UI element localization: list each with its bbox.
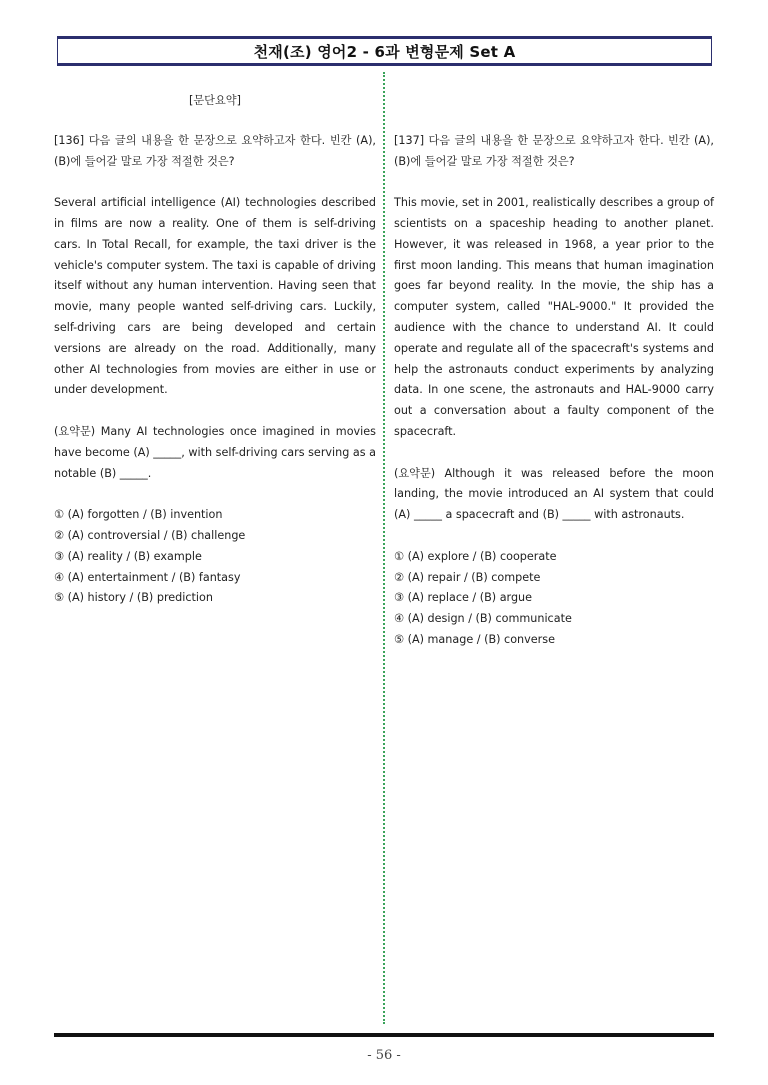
column-divider	[383, 72, 385, 1024]
choice-item[interactable]: ④ (A) design / (B) communicate	[394, 612, 572, 626]
choice-item[interactable]: ① (A) explore / (B) cooperate	[394, 549, 557, 563]
choices-137	[394, 547, 714, 651]
summary-137: (요약문) Although it was released before the moon landing, the movie introduced an AI system that could (A) _____ a spacecraft and (B) _____ with astronauts.	[394, 466, 714, 522]
choice-item[interactable]: ③ (A) replace / (B) argue	[394, 591, 533, 605]
footer-rule	[54, 1033, 714, 1037]
choice-item[interactable]: ② (A) controversial / (B) challenge	[54, 528, 246, 542]
passage-137: This movie, set in 2001, realistically describes a group of scientists on a spaceship heading to another planet. However, it was released in 1968, a year prior to the first moon landing. This means that human imagination goes far beyond reality. In the movie, the ship has a computer system, called "HAL-9000." It provided the audience with the chance to understand AI. It could operate and regulate all of the spacecraft's systems and help the astronauts conduct experiments by analyzing data. In one scene, the astronauts and HAL-9000 carry out a conversation about a faulty component of the spacecraft.	[394, 196, 714, 438]
choice-item[interactable]: ① (A) forgotten / (B) invention	[54, 508, 223, 522]
choice-item[interactable]: ④ (A) entertainment / (B) fantasy	[54, 570, 241, 584]
section-title-spacer	[394, 91, 714, 112]
choice-item[interactable]: ⑤ (A) history / (B) prediction	[54, 591, 213, 605]
section-title: [문단요약]	[189, 94, 241, 107]
question-136: [136] 다음 글의 내용을 한 문장으로 요약하고자 한다. 빈칸 (A), (B)에 들어갈 말로 가장 적절한 것은?	[54, 133, 376, 168]
right-column	[394, 72, 714, 651]
page-number: - 56 -	[367, 1048, 401, 1063]
summary-136: (요약문) Many AI technologies once imagined in movies have become (A) _____, with self-driving cars serving as a notable (B) _____.	[54, 424, 376, 480]
choice-item[interactable]: ⑤ (A) manage / (B) converse	[394, 632, 555, 646]
choice-item[interactable]: ② (A) repair / (B) compete	[394, 570, 541, 584]
passage-136: Several artificial intelligence (AI) technologies described in films are now a reality. One of them is self-driving cars. In Total Recall, for example, the taxi driver is the vehicle's computer system. The taxi is capable of driving itself without any human intervention. Having seen that movie, many people wanted self-driving cars. Luckily, self-driving cars are being developed and certain versions are already on the road. Additionally, many other AI technologies from movies are either in use or under development.	[54, 196, 376, 397]
page-title: 천재(조) 영어2 - 6과 변형문제 Set A	[253, 42, 516, 61]
left-column	[54, 72, 376, 609]
question-137: [137] 다음 글의 내용을 한 문장으로 요약하고자 한다. 빈칸 (A), (B)에 들어갈 말로 가장 적절한 것은?	[394, 133, 714, 168]
choice-item[interactable]: ③ (A) reality / (B) example	[54, 549, 202, 563]
page-header	[57, 36, 712, 66]
choices-136	[54, 505, 376, 609]
